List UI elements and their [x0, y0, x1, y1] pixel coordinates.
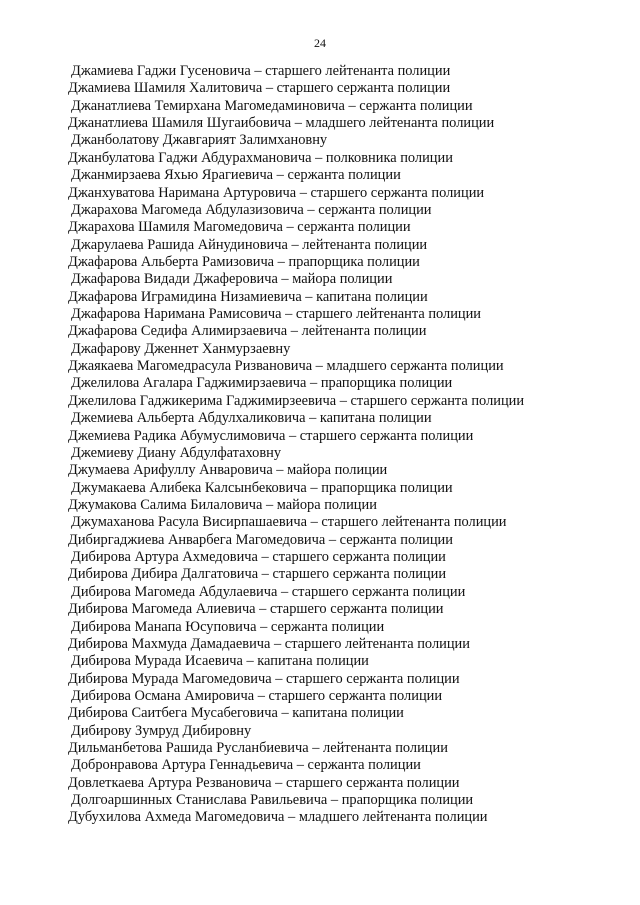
- list-item: Долгоаршинных Станислава Равильевича – прапорщика полиции: [71, 792, 474, 809]
- list-item: Джанбулатова Гаджи Абдурахмановича – полковника полиции: [68, 149, 453, 166]
- list-item: Джафарова Седифа Алимирзаевича – лейтенанта полиции: [68, 323, 427, 340]
- list-item: Дибиргаджиева Анварбега Магомедовича – сержанта полиции: [68, 531, 453, 548]
- list-item: Дибирова Мурада Магомедовича – старшего сержанта полиции: [68, 670, 460, 687]
- award-name-list: [68, 63, 628, 827]
- list-item: Джанмирзаева Яхью Ярагиевича – сержанта полиции: [71, 167, 401, 184]
- list-item: Джемиева Альберта Абдулхаликовича – капитана полиции: [71, 410, 432, 427]
- list-item: Джумаханова Расула Висирпашаевича – старшего лейтенанта полиции: [71, 514, 507, 531]
- list-item: Дубухилова Ахмеда Магомедовича – младшего лейтенанта полиции: [68, 809, 488, 826]
- list-item: Дибирова Дибира Далгатовича – старшего сержанта полиции: [68, 566, 447, 583]
- list-item: Джелилова Гаджикерима Гаджимирзеевича – старшего сержанта полиции: [68, 392, 525, 409]
- list-item: Джемиеву Диану Абдулфатаховну: [71, 444, 282, 461]
- list-item: Дибирова Махмуда Дамадаевича – старшего лейтенанта полиции: [68, 635, 470, 652]
- list-item: Джафарова Играмидина Низамиевича – капитана полиции: [68, 288, 428, 305]
- list-item: Дибирова Манапа Юсуповича – сержанта полиции: [71, 618, 385, 635]
- list-item: Джафарова Видади Джаферовича – майора полиции: [71, 271, 393, 288]
- list-item: Джаякаева Магомедрасула Ризвановича – младшего сержанта полиции: [68, 358, 504, 375]
- list-item: Джумакова Салима Билаловича – майора полиции: [68, 496, 377, 513]
- list-item: Дибирова Магомеда Алиевича – старшего сержанта полиции: [68, 601, 444, 618]
- list-item: Джанхуватова Наримана Артуровича – старшего сержанта полиции: [68, 184, 485, 201]
- list-item: Джумакаева Алибека Калсынбековича – прапорщика полиции: [71, 479, 453, 496]
- list-item: Джарулаева Рашида Айнудиновича – лейтенанта полиции: [71, 236, 428, 253]
- page-number: 24: [314, 36, 326, 50]
- list-item: Дибирову Зумруд Дибировну: [71, 722, 252, 739]
- list-item: Дибирова Саитбега Мусабеговича – капитана полиции: [68, 705, 404, 722]
- list-item: Джарахова Шамиля Магомедовича – сержанта полиции: [68, 219, 411, 236]
- list-item: Довлеткаева Артура Резвановича – старшего сержанта полиции: [68, 774, 460, 791]
- list-item: Джарахова Магомеда Абдулазизовича – сержанта полиции: [71, 201, 432, 218]
- list-item: Джанатлиева Шамиля Шугаибовича – младшего лейтенанта полиции: [68, 115, 495, 132]
- list-item: Дибирова Мурада Исаевича – капитана полиции: [71, 653, 369, 670]
- list-item: Джемиева Радика Абумуслимовича – старшего сержанта полиции: [68, 427, 474, 444]
- list-item: Джанболатову Джавгарият Залимхановну: [71, 132, 328, 149]
- list-item: Джафарова Наримана Рамисовича – старшего лейтенанта полиции: [71, 306, 482, 323]
- list-item: Дибирова Османа Амировича – старшего сержанта полиции: [71, 687, 443, 704]
- list-item: Джафарова Альберта Рамизовича – прапорщика полиции: [68, 253, 420, 270]
- list-item: Джамиева Гаджи Гусеновича – старшего лейтенанта полиции: [71, 63, 451, 79]
- list-item: Дибирова Артура Ахмедовича – старшего сержанта полиции: [71, 549, 446, 566]
- list-item: Джелилова Агалара Гаджимирзаевича – прапорщика полиции: [71, 375, 453, 392]
- list-item: Джанатлиева Темирхана Магомедаминовича – сержанта полиции: [71, 97, 473, 114]
- list-item: Добронравова Артура Геннадьевича – сержанта полиции: [71, 757, 421, 774]
- list-item: Джумаева Арифуллу Анваровича – майора полиции: [68, 462, 388, 479]
- list-item: Джамиева Шамиля Халитовича – старшего сержанта полиции: [68, 80, 451, 97]
- list-item: Джафарову Дженнет Ханмурзаевну: [71, 340, 291, 357]
- list-item: Дибирова Магомеда Абдулаевича – старшего сержанта полиции: [71, 583, 466, 600]
- list-item: Дильманбетова Рашида Русланбиевича – лейтенанта полиции: [68, 740, 448, 757]
